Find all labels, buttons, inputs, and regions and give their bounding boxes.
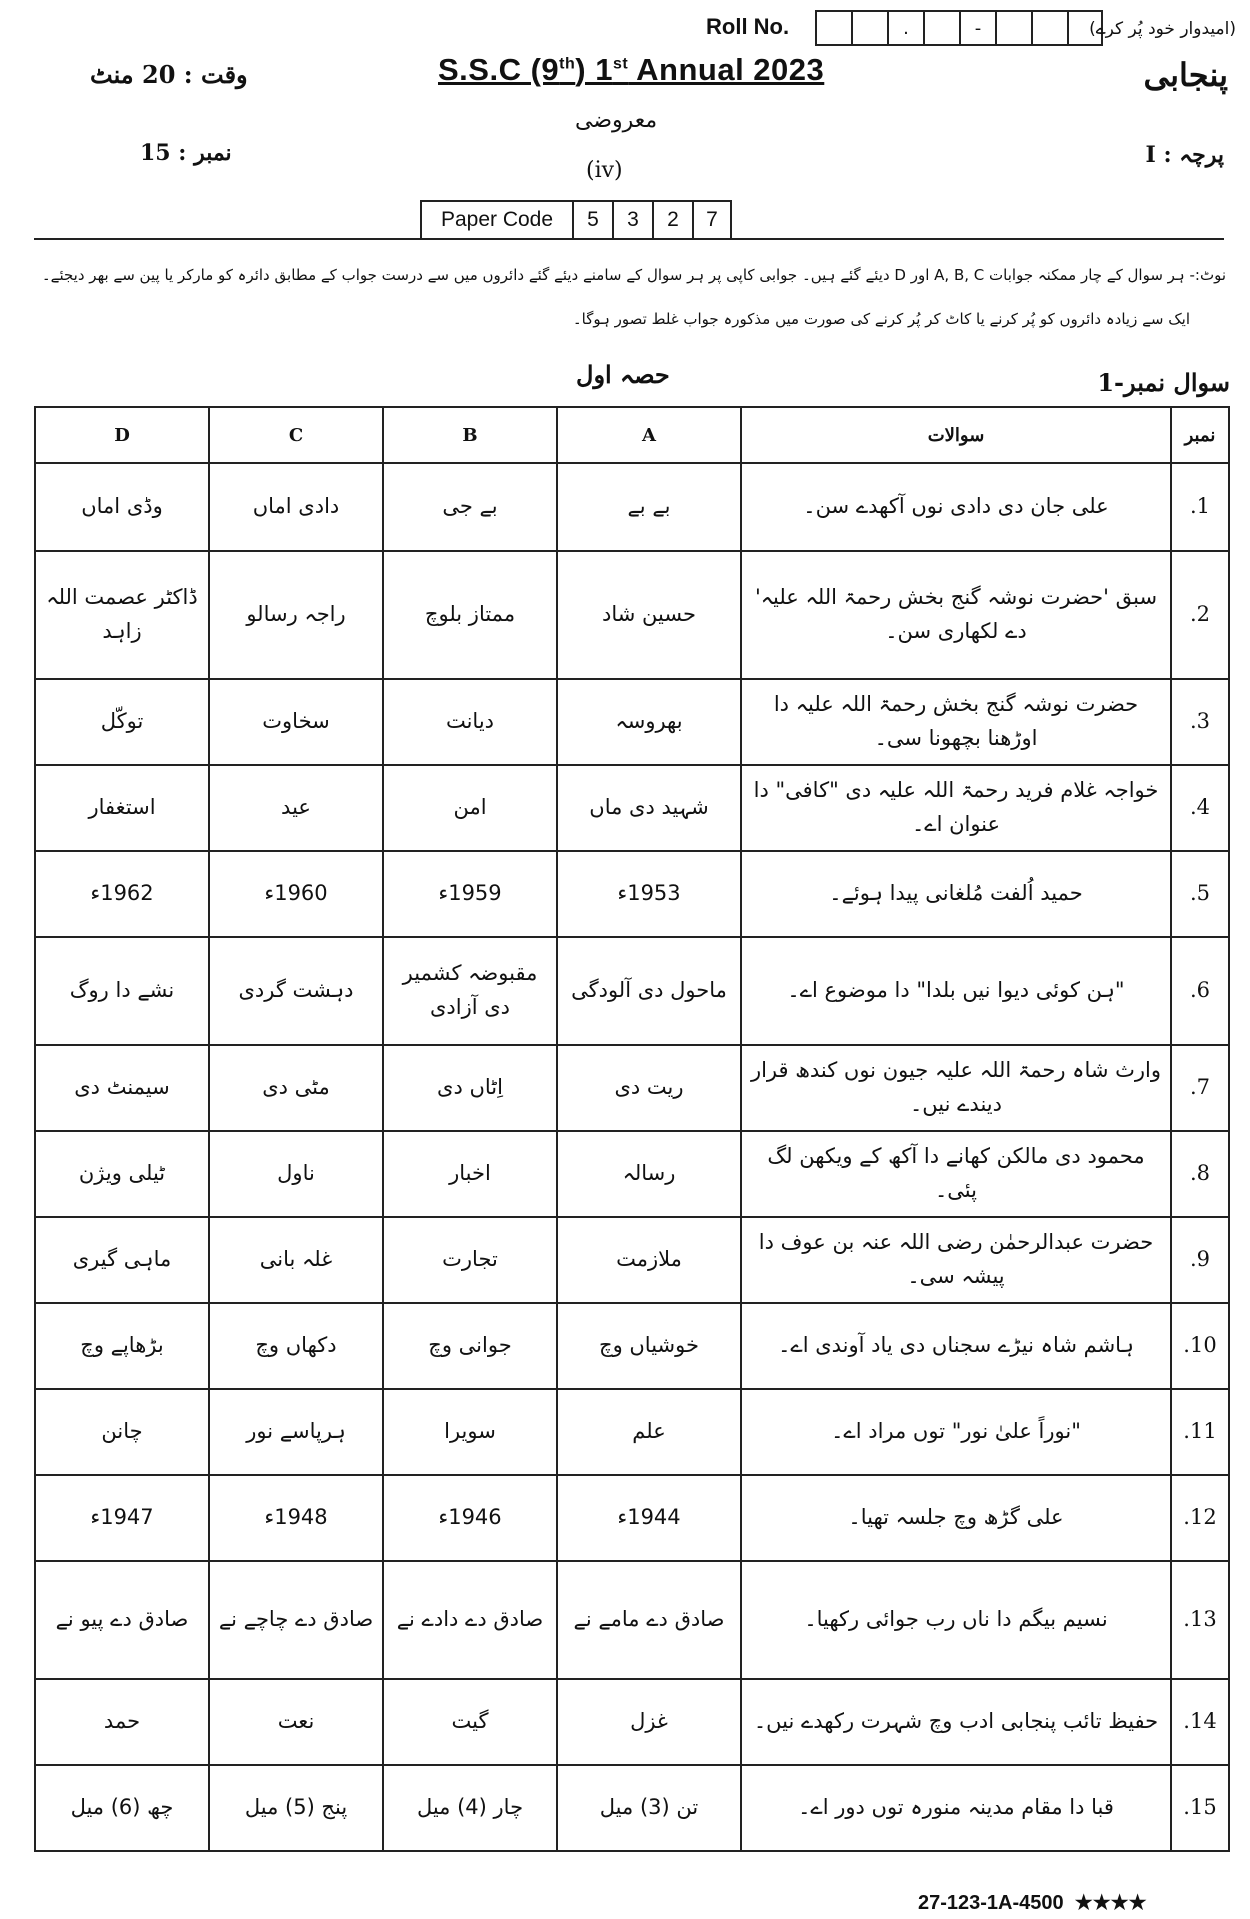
option-d: ڈاکٹر عصمت اللہ زاہد [35,551,209,679]
option-b: جوانی وچ [383,1303,557,1389]
option-a: ملازمت [557,1217,741,1303]
question-number: .6 [1171,937,1229,1045]
table-row [35,551,1229,679]
question-text: سبق 'حضرت نوشہ گنج بخش رحمۃ اللہ علیہ' دے لکھاری سن۔ [741,551,1171,679]
option-c: سخاوت [209,679,383,765]
question-number: .8 [1171,1131,1229,1217]
option-b: اِٹاں دی [383,1045,557,1131]
question-text: "ہن کوئی دیوا نیں بلدا" دا موضوع اے۔ [741,937,1171,1045]
paper-code-digit: 3 [612,200,652,240]
roll-number-box[interactable] [995,10,1031,46]
question-text: قبا دا مقام مدینہ منورہ توں دور اے۔ [741,1765,1171,1851]
option-c: 1948ء [209,1475,383,1561]
option-d: سیمنٹ دی [35,1045,209,1131]
option-c: 1960ء [209,851,383,937]
question-text: علی جان دی دادی نوں آکھدے سن۔ [741,463,1171,551]
option-d: 1947ء [35,1475,209,1561]
paper-number: پرچہ : I [1145,142,1224,168]
table-row [35,1475,1229,1561]
question-number: .4 [1171,765,1229,851]
table-header-row [35,407,1229,463]
option-a: علم [557,1389,741,1475]
paper-code-digit: 5 [572,200,612,240]
option-b: چار (4) میل [383,1765,557,1851]
question-text: حمید اُلفت مُلغانی پیدا ہوئے۔ [741,851,1171,937]
roll-number-box[interactable]: - [959,10,995,46]
column-header-number: نمبر [1171,407,1229,463]
question-text: وارث شاہ رحمۃ اللہ علیہ جیون نوں کندھ قرار دیندے نیں۔ [741,1045,1171,1131]
option-c: ناول [209,1131,383,1217]
question-number: .13 [1171,1561,1229,1679]
option-d: صادق دے پیو نے [35,1561,209,1679]
option-c: دادی اماں [209,463,383,551]
question-number: .15 [1171,1765,1229,1851]
table-row [35,1679,1229,1765]
roll-number-box[interactable] [923,10,959,46]
table-row [35,679,1229,765]
time-allowed: وقت : 20 منٹ [90,60,248,89]
option-d: ماہی گیری [35,1217,209,1303]
question-number: .5 [1171,851,1229,937]
question-number: .11 [1171,1389,1229,1475]
option-d: استغفار [35,765,209,851]
paper-code-digit: 2 [652,200,692,240]
paper-code-digit: 7 [692,200,732,240]
question-number: .1 [1171,463,1229,551]
option-b: تجارت [383,1217,557,1303]
option-d: چھ (6) میل [35,1765,209,1851]
option-d: 1962ء [35,851,209,937]
option-a: بھروسہ [557,679,741,765]
column-header-d: D [35,407,209,463]
option-d: ٹیلی ویژن [35,1131,209,1217]
option-b: 1946ء [383,1475,557,1561]
question-number: .12 [1171,1475,1229,1561]
option-a: صادق دے مامے نے [557,1561,741,1679]
table-row [35,1303,1229,1389]
question-number: .14 [1171,1679,1229,1765]
column-header-b: B [383,407,557,463]
table-row [35,765,1229,851]
option-b: گیت [383,1679,557,1765]
option-c: راجہ رسالو [209,551,383,679]
question-text: علی گڑھ وچ جلسہ تھیا۔ [741,1475,1171,1561]
question-number: .7 [1171,1045,1229,1131]
option-c: غلہ بانی [209,1217,383,1303]
option-a: رسالہ [557,1131,741,1217]
option-b: مقبوضہ کشمیر دی آزادی [383,937,557,1045]
option-c: دہشت گردی [209,937,383,1045]
option-a: شہید دی ماں [557,765,741,851]
roll-number-boxes[interactable] [815,10,1103,46]
roll-number-box[interactable]: . [887,10,923,46]
option-a: 1953ء [557,851,741,937]
table-row [35,1765,1229,1851]
option-b: صادق دے دادے نے [383,1561,557,1679]
option-a: تن (3) میل [557,1765,741,1851]
option-d: حمد [35,1679,209,1765]
question-number: .3 [1171,679,1229,765]
question-text: حضرت عبدالرحمٰن رضی اللہ عنہ بن عوف دا پیشہ سی۔ [741,1217,1171,1303]
option-a: خوشیاں وچ [557,1303,741,1389]
question-text: ہاشم شاہ نیڑے سجناں دی یاد آوندی اے۔ [741,1303,1171,1389]
option-c: مٹی دی [209,1045,383,1131]
column-header-a: A [557,407,741,463]
option-b: اخبار [383,1131,557,1217]
option-c: عید [209,765,383,851]
paper-code-label: Paper Code [420,200,572,240]
option-b: دیانت [383,679,557,765]
exam-title: S.S.C (9th) 1st Annual 2023 [438,52,825,87]
question-number: .10 [1171,1303,1229,1389]
option-d: وڈی اماں [35,463,209,551]
question-number: .2 [1171,551,1229,679]
instruction-line-1: نوٹ:- ہر سوال کے چار ممکنہ جوابات A, B, C اور D دیئے گئے ہیں۔ جوابی کاپی پر ہر سوال کے سامنے دیئے گئے دائروں میں سے درست جواب کے مطابق دائرہ کو مارکر یا پین سے بھر دیجئے۔ [41,266,1226,284]
option-b: ممتاز بلوچ [383,551,557,679]
option-a: ریت دی [557,1045,741,1131]
instruction-line-2: ایک سے زیادہ دائروں کو پُر کرنے یا کاٹ کر پُر کرنے کی صورت میں مذکورہ جواب غلط تصور ہوگا۔ [572,310,1190,328]
paper-type: معروضی [575,108,658,133]
question-text: خواجہ غلام فرید رحمۃ اللہ علیہ دی "کافی" دا عنوان اے۔ [741,765,1171,851]
question-text: "نوراً علیٰ نور" توں مراد اے۔ [741,1389,1171,1475]
option-d: بڑھاپے وچ [35,1303,209,1389]
option-a: ماحول دی آلودگی [557,937,741,1045]
roll-number-label: Roll No. [706,14,790,39]
paper-code-row [420,200,732,240]
footer-code: 27-123-1A-4500 ★★★★ [918,1892,1147,1914]
option-a: 1944ء [557,1475,741,1561]
roll-number-box[interactable] [851,10,887,46]
question-number-label: سوال نمبر-1 [1097,368,1230,397]
table-row [35,1045,1229,1131]
option-b: امن [383,765,557,851]
option-c: دکھاں وچ [209,1303,383,1389]
paper-version: (iv) [586,158,623,183]
option-a: غزل [557,1679,741,1765]
question-text: حضرت نوشہ گنج بخش رحمۃ اللہ علیہ دا اوڑھنا بچھونا سی۔ [741,679,1171,765]
header-divider [34,238,1224,240]
option-a: حسین شاد [557,551,741,679]
total-marks: نمبر : 15 [140,140,232,166]
question-text: حفیظ تائب پنجابی ادب وچ شہرت رکھدے نیں۔ [741,1679,1171,1765]
option-c: پنج (5) میل [209,1765,383,1851]
table-row [35,1561,1229,1679]
option-d: نشے دا روگ [35,937,209,1045]
section-title: حصہ اول [576,360,670,389]
option-c: نعت [209,1679,383,1765]
mcq-table [34,406,1230,1852]
roll-number-box[interactable] [1031,10,1067,46]
column-header-question: سوالات [741,407,1171,463]
question-text: نسیم بیگم دا ناں رب جوائی رکھیا۔ [741,1561,1171,1679]
option-c: ہرپاسے نور [209,1389,383,1475]
option-c: صادق دے چاچے نے [209,1561,383,1679]
column-header-c: C [209,407,383,463]
question-text: محمود دی مالکن کھانے دا آکھ کے ویکھن لگ پئی۔ [741,1131,1171,1217]
option-d: توکّل [35,679,209,765]
table-row [35,937,1229,1045]
option-b: بے جی [383,463,557,551]
candidate-note: (امیدوار خود پُر کرے) [1089,19,1236,39]
table-row [35,851,1229,937]
table-row [35,1131,1229,1217]
option-a: بے بے [557,463,741,551]
roll-number-box[interactable] [815,10,851,46]
subject-title: پنجابی [1143,56,1228,94]
table-row [35,463,1229,551]
option-b: سویرا [383,1389,557,1475]
table-row [35,1217,1229,1303]
question-number: .9 [1171,1217,1229,1303]
option-d: چانن [35,1389,209,1475]
option-b: 1959ء [383,851,557,937]
table-row [35,1389,1229,1475]
